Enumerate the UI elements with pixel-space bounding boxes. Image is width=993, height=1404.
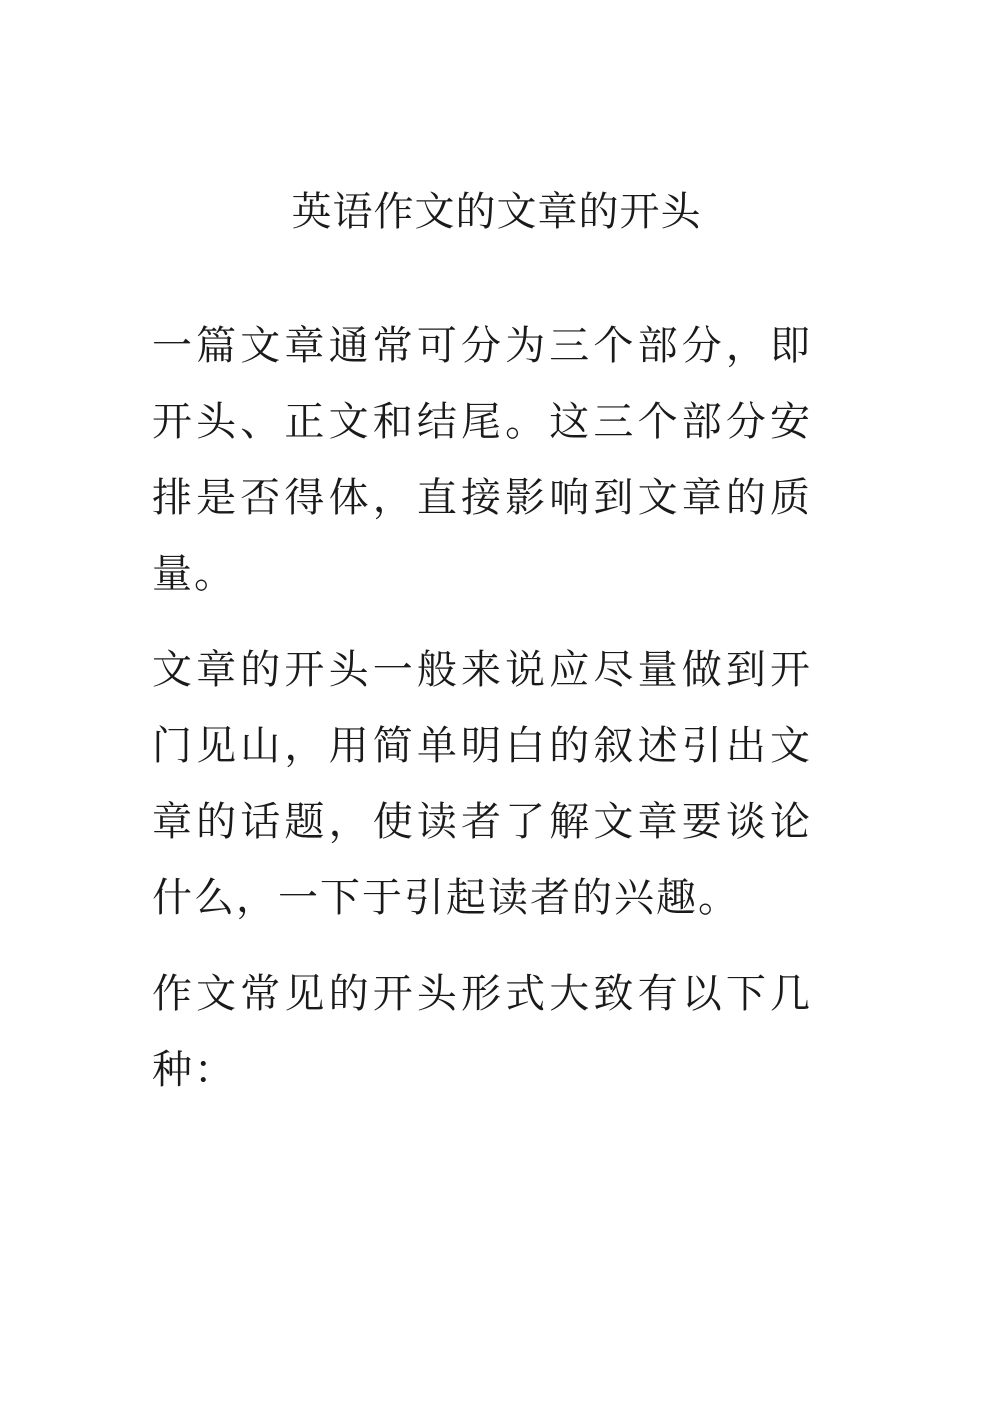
document-title: 英语作文的文章的开头 xyxy=(291,189,702,235)
paragraph-2: 文章的开头一般来说应尽量做到开门见山，用简单明白的叙述引出文章的话题，使读者了解文章要谈论什么，一下于引起读者的兴趣。 xyxy=(152,647,812,921)
paragraph-3: 作文常见的开头形式大致有以下几种： xyxy=(152,971,812,1093)
paragraph-1: 一篇文章通常可分为三个部分，即开头、正文和结尾。这三个部分安排是否得体，直接影响到文章的质量。 xyxy=(152,323,812,597)
document-body xyxy=(152,308,812,1128)
